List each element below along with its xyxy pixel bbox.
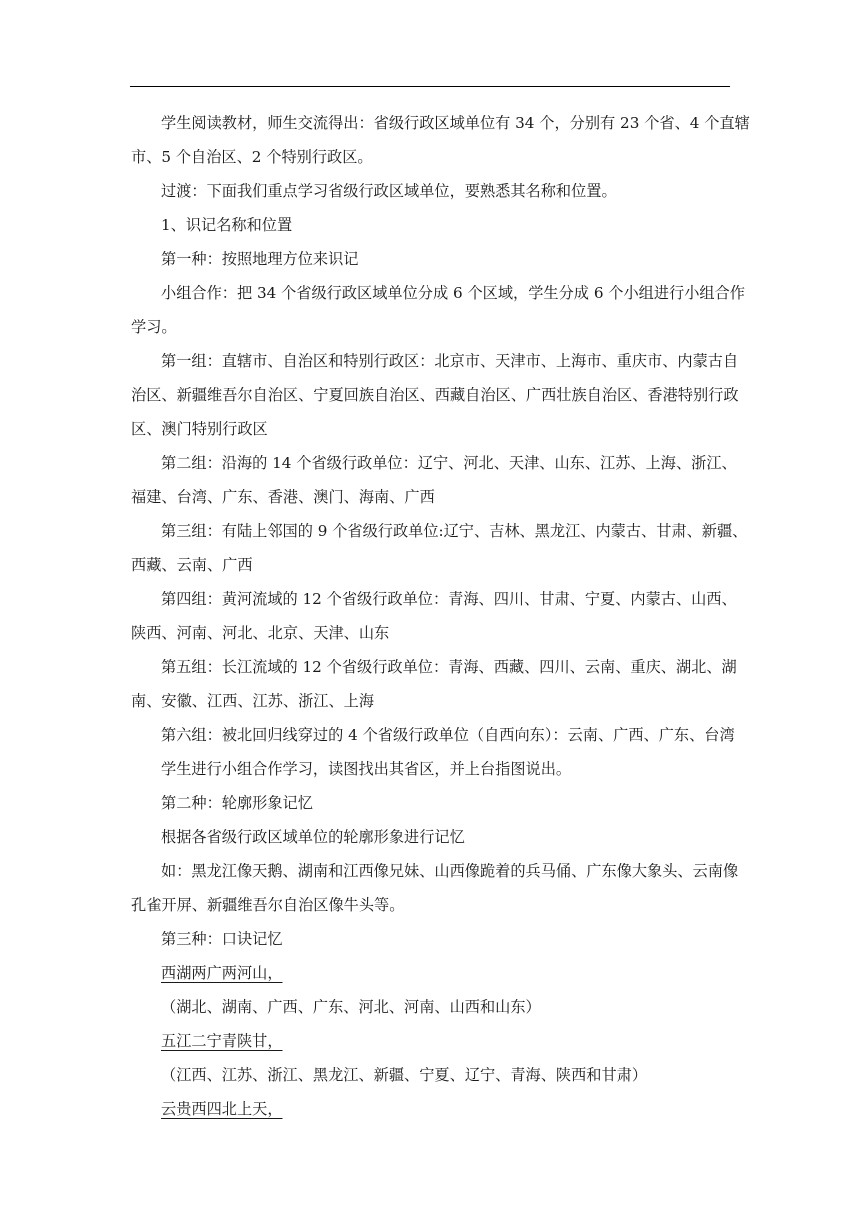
text-line xyxy=(131,174,730,208)
line-text: 学习。 xyxy=(131,318,177,336)
text-line xyxy=(131,242,730,276)
line-text: 第三组：有陆上邻国的 9 个省级行政单位:辽宁、吉林、黑龙江、内蒙古、甘肃、新疆、 xyxy=(161,522,748,540)
text-line xyxy=(131,990,730,1024)
line-text: 第四组：黄河流域的 12 个省级行政单位：青海、四川、甘肃、宁夏、内蒙古、山西、 xyxy=(161,590,737,608)
text-line xyxy=(131,140,730,174)
text-line xyxy=(131,548,730,582)
line-text: 1、识记名称和位置 xyxy=(161,216,293,234)
line-text: 根据各省级行政区域单位的轮廓形象进行记忆 xyxy=(161,828,465,846)
line-text: 第六组：被北回归线穿过的 4 个省级行政单位（自西向东）：云南、广西、广东、台湾 xyxy=(161,726,735,744)
text-line xyxy=(131,1092,730,1126)
line-text: 西藏、云南、广西 xyxy=(131,556,253,574)
text-line xyxy=(131,854,739,888)
text-line xyxy=(131,752,730,786)
text-line xyxy=(131,956,730,990)
text-line xyxy=(131,1024,730,1058)
text-line xyxy=(131,446,737,480)
text-line xyxy=(131,344,739,378)
text-line xyxy=(131,106,750,140)
text-line xyxy=(131,480,730,514)
text-line xyxy=(131,310,730,344)
line-text: 第二组：沿海的 14 个省级行政单位：辽宁、河北、天津、山东、江苏、上海、浙江、 xyxy=(161,454,737,472)
line-text: 第五组：长江流域的 12 个省级行政单位：青海、西藏、四川、云南、重庆、湖北、湖 xyxy=(161,658,737,676)
line-text: 治区、新疆维吾尔自治区、宁夏回族自治区、西藏自治区、广西壮族自治区、香港特别行政 xyxy=(131,386,739,404)
text-line xyxy=(131,786,730,820)
line-text: 过渡：下面我们重点学习省级行政区域单位，要熟悉其名称和位置。 xyxy=(161,182,617,200)
text-line xyxy=(131,1058,730,1092)
text-line xyxy=(131,276,745,310)
document-body xyxy=(131,106,750,1126)
line-text: 福建、台湾、广东、香港、澳门、海南、广西 xyxy=(131,488,435,506)
line-text: （湖北、湖南、广西、广东、河北、河南、山西和山东） xyxy=(161,998,541,1016)
text-line xyxy=(131,684,730,718)
mnemonic-phrase: 西湖两广两河山， xyxy=(161,964,283,982)
text-line xyxy=(131,514,748,548)
text-line xyxy=(131,208,730,242)
text-line xyxy=(131,820,730,854)
line-text: 学生进行小组合作学习，读图找出其省区，并上台指图说出。 xyxy=(161,760,572,778)
line-text: 第三种：口诀记忆 xyxy=(161,930,283,948)
line-text: 第二种：轮廓形象记忆 xyxy=(161,794,313,812)
line-text: 学生阅读教材，师生交流得出：省级行政区域单位有 34 个，分别有 23 个省、4 个直辖 xyxy=(161,114,750,132)
line-text: 南、安徽、江西、江苏、浙江、上海 xyxy=(131,692,374,710)
line-text: 区、澳门特别行政区 xyxy=(131,420,268,438)
text-line xyxy=(131,378,739,412)
text-line xyxy=(131,582,737,616)
line-text: 陕西、河南、河北、北京、天津、山东 xyxy=(131,624,390,642)
text-line xyxy=(131,718,735,752)
text-line xyxy=(131,922,730,956)
mnemonic-phrase: 云贵西四北上天， xyxy=(161,1100,283,1118)
header-rule xyxy=(130,86,730,87)
line-text: 小组合作：把 34 个省级行政区域单位分成 6 个区域，学生分成 6 个小组进行小组合作 xyxy=(161,284,745,302)
line-text: 如：黑龙江像天鹅、湖南和江西像兄妹、山西像跪着的兵马俑、广东像大象头、云南像 xyxy=(161,862,739,880)
line-text: （江西、江苏、浙江、黑龙江、新疆、宁夏、辽宁、青海、陕西和甘肃） xyxy=(161,1066,647,1084)
line-text: 孔雀开屏、新疆维吾尔自治区像牛头等。 xyxy=(131,896,405,914)
line-text: 第一种：按照地理方位来识记 xyxy=(161,250,359,268)
text-line xyxy=(131,412,730,446)
mnemonic-phrase: 五江二宁青陕甘， xyxy=(161,1032,283,1050)
line-text: 市、5 个自治区、2 个特别行政区。 xyxy=(131,148,373,166)
text-line xyxy=(131,650,737,684)
line-text: 第一组：直辖市、自治区和特别行政区：北京市、天津市、上海市、重庆市、内蒙古自 xyxy=(161,352,739,370)
text-line xyxy=(131,888,730,922)
text-line xyxy=(131,616,730,650)
